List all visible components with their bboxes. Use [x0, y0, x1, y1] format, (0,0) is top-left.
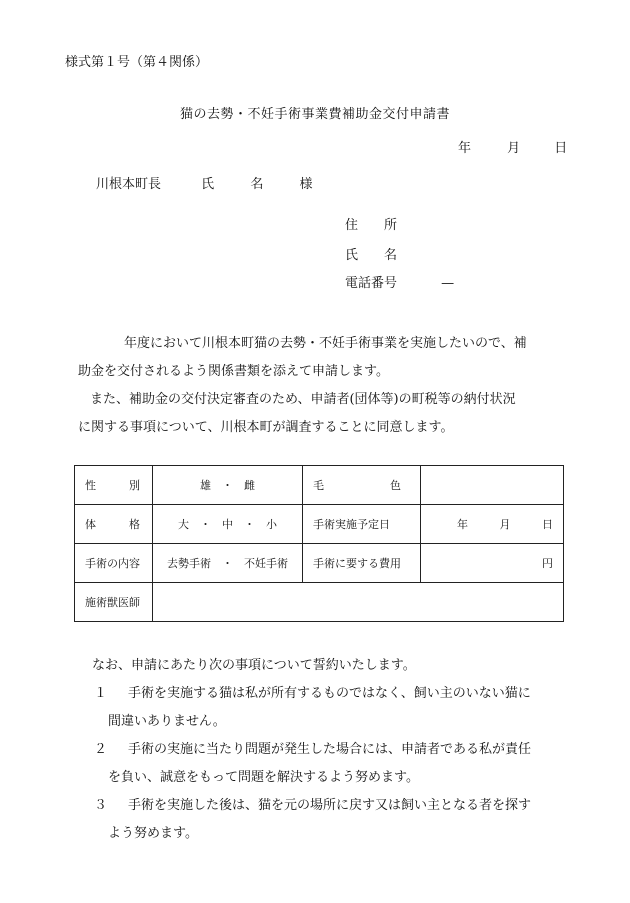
surgery-year: 年	[457, 518, 468, 531]
statement-p1-line1: 年度において川根本町猫の去勢・不妊手術事業を実施したいので、補	[124, 336, 527, 351]
cat-info-table	[74, 465, 564, 622]
pledge-text-line1: 手術を実施した後は、猫を元の場所に戻す又は飼い主となる者を探す	[128, 798, 532, 813]
application-date	[458, 137, 567, 156]
date-month: 月	[507, 141, 521, 156]
addressee	[96, 173, 312, 192]
pledge-text-line2: 間違いありません。	[108, 714, 226, 729]
document-title: 猫の去勢・不妊手術事業費補助金交付申請書	[179, 107, 450, 122]
table-row	[75, 544, 564, 583]
application-statement	[78, 330, 558, 442]
pledge-text-line1: 手術を実施する猫は私が所有するものではなく、飼い主のいない猫に	[128, 686, 531, 701]
pledge-text-line2: を負い、誠意をもって問題を解決するよう努めます。	[108, 770, 419, 785]
applicant-phone-row	[345, 272, 454, 291]
form-number-label: 様式第１号（第４関係）	[65, 55, 209, 70]
pledge-intro: なお、申請にあたり次の事項について誓約いたします。	[92, 658, 416, 673]
pledge-number: ２	[94, 742, 108, 757]
surgery-date-label: 手術実施予定日	[303, 505, 421, 544]
veterinarian-label: 施術獣医師	[75, 583, 153, 622]
pledge-section	[78, 652, 568, 848]
phone-dash: —	[441, 276, 455, 291]
coat-color-value	[421, 466, 564, 505]
addressee-name-1: 氏	[201, 177, 215, 192]
table-row	[75, 466, 564, 505]
pledge-item	[78, 736, 568, 792]
pledge-item	[78, 792, 568, 848]
surgery-month: 月	[499, 518, 511, 531]
addressee-title: 川根本町長	[96, 177, 162, 192]
surgery-cost-value: 円	[421, 544, 564, 583]
statement-p2-line2: に関する事項について、川根本町が調査することに同意します。	[78, 420, 454, 435]
date-day: 日	[554, 141, 568, 156]
coat-color-label: 毛 色	[303, 466, 421, 505]
addressee-honorific: 様	[299, 177, 313, 192]
applicant-address-label: 住 所	[345, 218, 398, 233]
surgery-type-label: 手術の内容	[75, 544, 153, 583]
sex-label: 性 別	[75, 466, 153, 505]
applicant-phone-label: 電話番号	[345, 276, 398, 291]
statement-p1-line2: 助金を交付されるよう関係書類を添えて申請します。	[78, 364, 389, 379]
pledge-text-line1: 手術の実施に当たり問題が発生した場合には、申請者である私が責任	[128, 742, 532, 757]
surgery-day: 日	[542, 518, 553, 531]
table-row	[75, 583, 564, 622]
pledge-item	[78, 680, 568, 736]
statement-p2-line1: また、補助金の交付決定審査のため、申請者(団体等)の町税等の納付状況	[90, 392, 516, 407]
sex-value: 雄 ・ 雌	[153, 466, 303, 505]
pledge-text-line2: よう努めます。	[108, 826, 198, 841]
pledge-number: １	[94, 686, 108, 701]
applicant-name-label: 氏 名	[345, 248, 398, 263]
veterinarian-value	[153, 583, 564, 622]
pledge-number: ３	[94, 798, 108, 813]
surgery-date-value	[421, 505, 564, 544]
size-label: 体 格	[75, 505, 153, 544]
date-year: 年	[458, 141, 472, 156]
size-value: 大 ・ 中 ・ 小	[153, 505, 303, 544]
addressee-name-2: 名	[250, 177, 264, 192]
surgery-cost-label: 手術に要する費用	[303, 544, 421, 583]
table-row	[75, 505, 564, 544]
surgery-type-value: 去勢手術 ・ 不妊手術	[153, 544, 303, 583]
